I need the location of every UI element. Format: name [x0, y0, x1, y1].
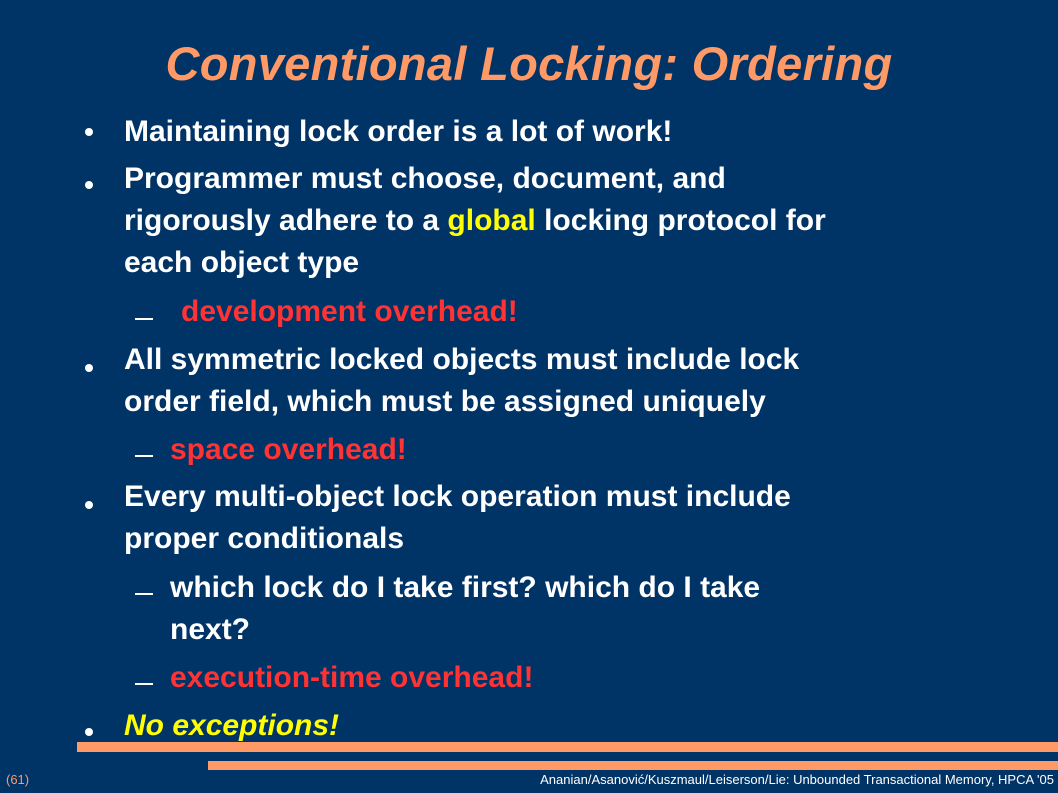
bullet-3-line-2: [124, 379, 1024, 424]
bullet-4-line-2: [124, 516, 1024, 561]
bullet-1-text: Maintaining lock order is a lot of work!: [124, 115, 673, 148]
bullet-dot: [85, 364, 93, 372]
which-lock-text-a: which lock do I take first? which do I take: [170, 571, 761, 604]
bullet-4-text-b: proper conditionals: [124, 522, 405, 555]
bullet-dot: [85, 728, 93, 736]
bullet-4-line-1: [124, 474, 1024, 519]
sub-bullet-which-lock-line-1: [170, 565, 760, 610]
slide-title: Conventional Locking: Ordering: [165, 37, 893, 90]
bullet-4-text-a: Every multi-object lock operation must include: [124, 480, 791, 513]
bullet-3-text-b: order field, which must be assigned uniquely: [124, 385, 766, 418]
sub-bullet-development: [181, 289, 518, 334]
bullet-dot: [85, 128, 93, 136]
execution-overhead: execution-time overhead!: [170, 661, 534, 694]
decorative-bar-bottom: [208, 761, 1058, 770]
decorative-bar-top: [77, 742, 1058, 752]
sub-bullet-dash: [135, 318, 153, 320]
bullet-2-text-c: each object type: [124, 246, 360, 279]
bullet-2-line-1: [124, 156, 1024, 201]
space-overhead: space overhead!: [170, 433, 407, 466]
footer-citation: Ananian/Asanović/Kuszmaul/Leiserson/Lie: Unbounded Transactional Memory, HPCA '05: [540, 772, 1054, 787]
bullet-3-line-1: [124, 337, 1024, 382]
development-overhead: development overhead!: [181, 295, 518, 328]
sub-bullet-execution: [170, 655, 533, 700]
bullet-2-text: Programmer must choose, document, and: [124, 162, 726, 195]
bullet-2-line-2: [124, 198, 1024, 243]
global-emphasis: global: [447, 204, 536, 237]
bullet-dot: [85, 501, 93, 509]
sub-bullet-space: [170, 427, 407, 472]
sub-bullet-dash: [135, 455, 153, 457]
slide-number: (61): [6, 772, 30, 787]
bullet-2-line-3: [124, 240, 1024, 285]
bullet-2-text-a: rigorously adhere to a: [124, 204, 448, 237]
sub-bullet-dash: [135, 593, 153, 595]
bullet-2-text-b: locking protocol for: [535, 204, 826, 237]
no-exceptions: No exceptions!: [124, 709, 340, 742]
bullet-3-text-a: All symmetric locked objects must include lock: [124, 343, 800, 376]
bullet-1: [124, 109, 1024, 154]
sub-bullet-which-lock-line-2: [170, 607, 250, 652]
sub-bullet-dash: [135, 683, 153, 685]
bullet-dot: [85, 181, 93, 189]
which-lock-text-b: next?: [170, 613, 251, 646]
